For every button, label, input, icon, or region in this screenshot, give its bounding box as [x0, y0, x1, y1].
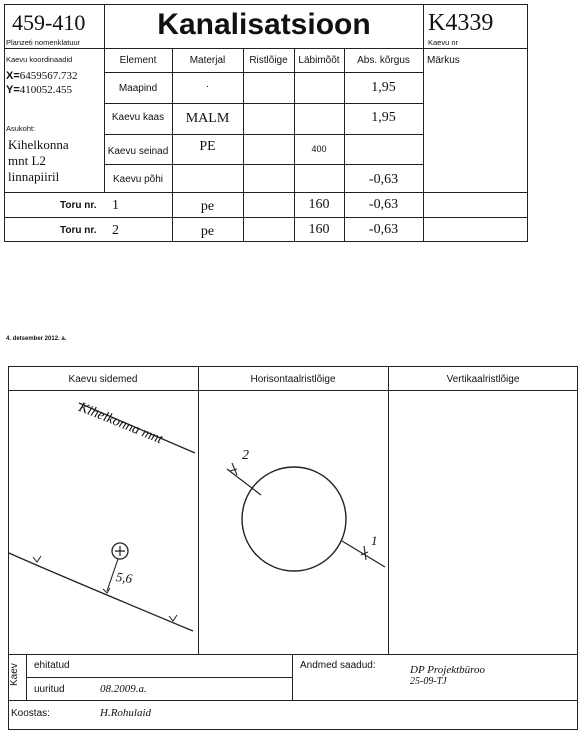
coordinates-label: Kaevu koordinaadid: [6, 55, 73, 64]
surveyed-label: uuritud: [34, 684, 65, 695]
well-number: K4339: [428, 10, 494, 36]
divider: [423, 4, 424, 242]
data-from-line-1: DP Projektbüroo: [410, 664, 486, 676]
compiled-label: Koostas:: [11, 708, 50, 719]
divider: [292, 654, 293, 700]
built-label: ehitatud: [34, 660, 70, 671]
location-label: Asukoht:: [6, 124, 36, 133]
pipe-material-1: pe: [200, 199, 215, 214]
col-header-material: Materjal: [189, 55, 226, 66]
coordinate-y-label: Y=: [6, 84, 20, 96]
divider: [243, 48, 244, 242]
surveyed-value: 08.2009.a.: [100, 683, 147, 695]
divider: [104, 48, 528, 49]
divider: [104, 103, 424, 104]
row-height-bottom: -0,63: [368, 172, 399, 187]
col-header-diameter: Läbimõõt: [298, 55, 340, 66]
row-diameter-walls: 400: [311, 144, 327, 154]
coordinate-x: [6, 70, 78, 82]
sheet-number: 459-410: [12, 10, 86, 35]
tick-mark: [169, 615, 177, 621]
well-number-label: Kaevu nr: [428, 38, 459, 47]
divider: [4, 192, 528, 193]
col-header-notes: Märkus: [427, 55, 460, 66]
pipe-label-2: Toru nr.: [60, 225, 97, 236]
pipe-number-1: 1: [112, 198, 119, 213]
divider: [104, 72, 424, 73]
pipe-marker-1: 1: [371, 533, 378, 548]
page-title: Kanalisatsioon: [157, 8, 371, 41]
connections-sketch: [9, 391, 198, 653]
location-line-1: Kihelkonna: [8, 137, 69, 152]
pipe-height-1: -0,63: [368, 197, 399, 212]
coordinate-y: [6, 84, 72, 96]
data-from-line-2: 25-09-TJ: [410, 676, 447, 687]
location-line-2: mnt L2: [8, 153, 46, 168]
divider: [388, 366, 389, 654]
pipe-number-2: 2: [112, 223, 119, 238]
divider: [104, 164, 424, 165]
row-element-bottom: Kaevu põhi: [112, 174, 164, 185]
col-header-element: Element: [119, 55, 157, 66]
divider: [4, 48, 104, 49]
date-line: 4. detsember 2012. a.: [6, 336, 67, 342]
row-material-cover: MALM: [185, 111, 230, 126]
coordinate-x-value: 6459567.732: [19, 70, 78, 82]
tick-mark: [33, 556, 41, 562]
row-element-walls: Kaevu seinad: [107, 146, 169, 157]
panel-title-vertical: Vertikaalristlõige: [446, 374, 520, 385]
pipe-height-2: -0,63: [368, 222, 399, 237]
pipe-diameter-2: 160: [308, 222, 330, 237]
row-material-walls: PE: [199, 139, 216, 154]
divider: [8, 700, 578, 701]
distance-note: 5,6: [115, 568, 134, 587]
coordinate-y-value: 410052.455: [19, 84, 73, 96]
divider: [104, 134, 424, 135]
divider: [26, 677, 292, 678]
row-height-ground: 1,95: [371, 80, 396, 95]
leader-arrow: [103, 588, 110, 593]
location-line-3: linnapiiril: [8, 169, 60, 184]
side-label: Kaev: [9, 663, 20, 686]
row-element-ground: Maapind: [118, 83, 158, 94]
panel-title-connections: Kaevu sidemed: [68, 374, 138, 385]
col-header-abs-height: Abs. kõrgus: [357, 55, 410, 66]
well-outline-icon: [242, 467, 346, 571]
slope-line: [9, 553, 193, 631]
coordinate-x-label: X=: [6, 70, 20, 82]
row-material-ground: ·: [205, 81, 210, 92]
sheet-number-label: Planzeti nomenklatuur: [6, 38, 81, 47]
pipe-marker-2: 2: [242, 448, 249, 463]
pipe-material-2: pe: [200, 224, 215, 239]
pipe-line-2: [227, 469, 261, 495]
row-height-cover: 1,95: [371, 110, 396, 125]
street-note: Kihelkonna mnt: [76, 400, 165, 448]
row-element-cover: Kaevu kaas: [111, 112, 165, 123]
panel-title-horizontal: Horisontaalristlõige: [250, 374, 336, 385]
compiled-value: H.Rohulaid: [100, 707, 152, 719]
pipe-diameter-1: 160: [308, 197, 330, 212]
data-from-label: Andmed saadud:: [300, 660, 376, 671]
pipe-label-1: Toru nr.: [60, 200, 97, 211]
divider: [4, 217, 528, 218]
horizontal-section-sketch: [199, 391, 388, 653]
divider: [8, 654, 578, 655]
col-header-cross-section: Ristlõige: [249, 55, 288, 66]
